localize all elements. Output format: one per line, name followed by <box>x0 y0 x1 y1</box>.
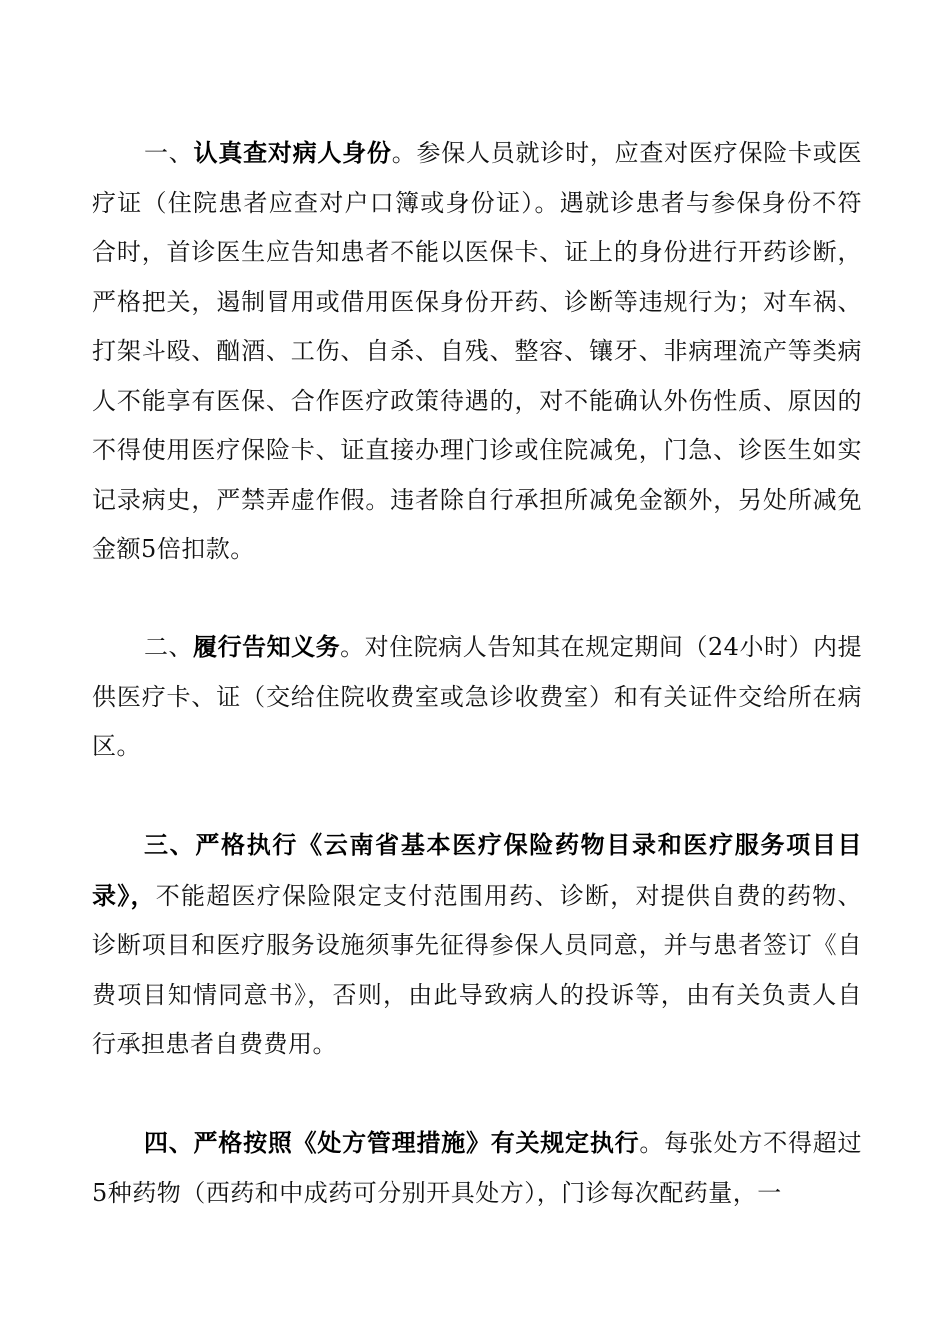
section-1-body: 。参保人员就诊时，应查对医疗保险卡或医疗证（住院患者应查对户口簿或身份证）。遇就诊患者与参保身份不符合时，首诊医生应告知患者不能以医保卡、证上的身份进行开药诊断，严格把关，遏制冒用或借用医保身份开药、诊断等违规行为；对车祸、打架斗殴、酗酒、工伤、自杀、自残、整容、镶牙、非病理流产等类病人不能享有医保、合作医疗政策待遇的，对不能确认外伤性质、原因的不得使用医疗保险卡、证直接办理门诊或住院减免，门急、诊医生如实记录病史，严禁弄虚作假。违者除自行承担所减免金额外，另处所减免金额5倍扣款。 <box>92 139 863 563</box>
section-3-paragraph <box>92 820 862 1070</box>
section-4-heading: 四、严格按照《处方管理措施》有关规定执行 <box>144 1128 640 1157</box>
section-2-heading: 履行告知义务 <box>193 632 341 661</box>
section-2-paragraph <box>92 622 862 772</box>
section-3-heading: 三、严格执行《云南省基本医疗保险药物目录和医疗服务项目目录》， <box>92 830 862 910</box>
section-4-body: 。每张处方不得超过5种药物（西药和中成药可分别开具处方），门诊每次配药量，一 <box>92 1129 863 1207</box>
section-1-heading: 认真查对病人身份 <box>193 138 392 167</box>
section-3-body: 不能超医疗保险限定支付范围用药、诊断，对提供自费的药物、诊断项目和医疗服务设施须事先征得参保人员同意，并与患者签订《自费项目知情同意书》，否则，由此导致病人的投诉等，由有关负责人自行承担患者自费费用。 <box>92 881 862 1058</box>
section-2-body: 。对住院病人告知其在规定期间（24小时）内提供医疗卡、证（交给住院收费室或急诊收费室）和有关证件交给所在病区。 <box>92 633 863 760</box>
section-1-paragraph <box>92 128 862 575</box>
section-1-number: 一、 <box>144 139 194 167</box>
section-4-paragraph <box>92 1118 862 1218</box>
section-2-number: 二、 <box>144 633 194 661</box>
